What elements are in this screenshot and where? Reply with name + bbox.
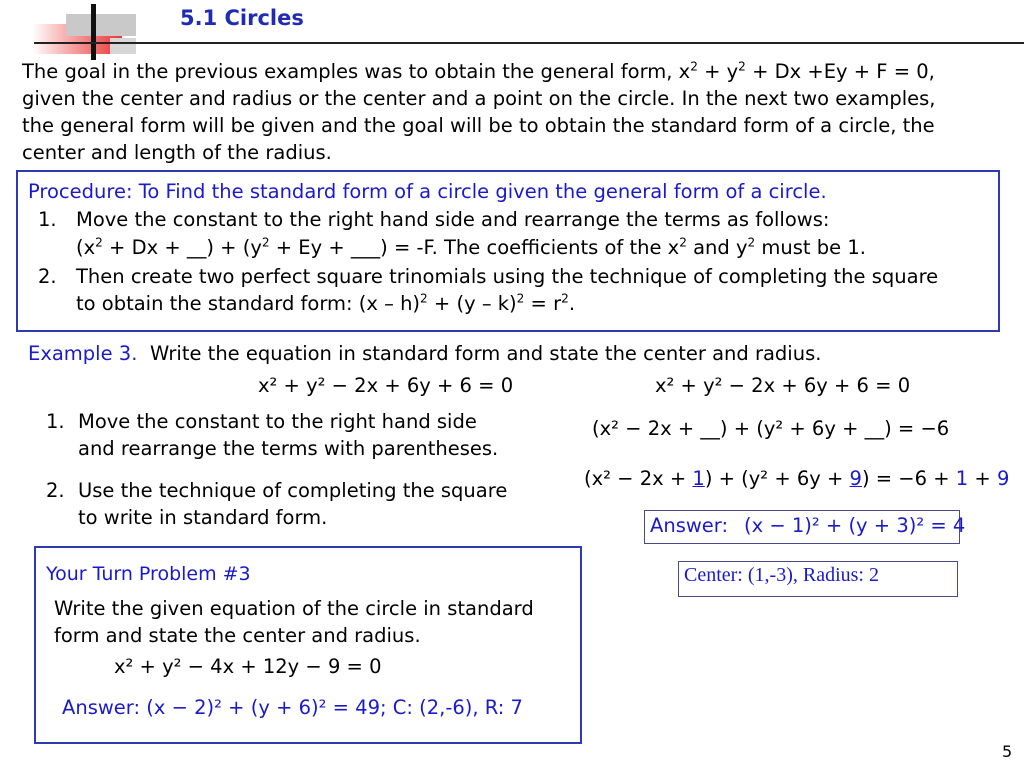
intro-line-2: given the center and radius or the center and a point on the circle. In the next two examples, xyxy=(22,87,936,110)
intro-line-1: The goal in the previous examples was to obtain the general form, $x^2 + y^2 + Dx +Ey + F = 0$, xyxy=(22,59,935,83)
example3-step1-line1: Move the constant to the right hand side xyxy=(78,410,477,433)
completed-square-y-term: 9 xyxy=(849,467,862,490)
your-turn-prompt-line2: form and state the center and radius. xyxy=(54,624,421,647)
example3-answer-label: Answer: xyxy=(650,514,729,537)
procedure-step2-line1: Then create two perfect square trinomials using the technique of completing the square xyxy=(76,265,939,288)
header-decoration-vertical-bar xyxy=(91,4,96,60)
your-turn-answer: Answer: (x − 2)² + (y + 6)² = 49; C: (2,-6), R: 7 xyxy=(62,696,523,719)
example3-step2-line2: to write in standard form. xyxy=(78,506,328,529)
example3-step2-line1: Use the technique of completing the square xyxy=(78,479,508,502)
header-rule xyxy=(34,42,1024,44)
example3-center-radius: Center: (1,-3), Radius: 2 xyxy=(684,564,879,586)
procedure-title: Procedure: To Find the standard form of a circle given the general form of a circle. xyxy=(28,180,827,203)
your-turn-equation: x² + y² − 4x + 12y − 9 = 0 xyxy=(114,655,382,678)
procedure-step1-line2: ($x^2 + Dx$ + __) + ($y^2 + Ey$ + ___) = -F. The coefficients of the $x^2$ and $y^2$ must be 1. xyxy=(76,235,866,259)
procedure-step1-number: 1. xyxy=(38,208,57,231)
example3-work-step1: (x² − 2x + __) + (y² + 6y + __) = −6 xyxy=(592,417,950,440)
example3-step1-number: 1. xyxy=(46,410,65,433)
intro-paragraph xyxy=(22,58,936,166)
intro-line-3: the general form will be given and the goal will be to obtain the standard form of a circle, the xyxy=(22,114,935,137)
example3-step2-number: 2. xyxy=(46,479,65,502)
example3-answer-equation: (x − 1)² + (y + 3)² = 4 xyxy=(744,514,966,537)
example3-prompt: Write the equation in standard form and state the center and radius. xyxy=(150,342,822,365)
example3-label: Example 3. xyxy=(28,342,138,365)
procedure-step2-line2: to obtain the standard form: $(x - h)^2 + (y - k)^2 = r^2$. xyxy=(76,291,576,315)
procedure-step2-number: 2. xyxy=(38,265,57,288)
slide-title: 5.1 Circles xyxy=(180,6,304,30)
header-decoration-grey-block xyxy=(66,14,136,36)
procedure-step1-line1: Move the constant to the right hand side and rearrange the terms as follows: xyxy=(76,208,830,231)
page-number: 5 xyxy=(1002,742,1013,761)
completed-square-x-term: 1 xyxy=(692,467,705,490)
example3-equation-right: x² + y² − 2x + 6y + 6 = 0 xyxy=(655,374,911,397)
header-decoration-grey-small xyxy=(110,38,136,54)
intro-line-4: center and length of the radius. xyxy=(22,141,332,164)
example3-work-step2: (x² − 2x + 1) + (y² + 6y + 9) = −6 + 1 + 9 xyxy=(584,467,1010,490)
example3-step1-line2: and rearrange the terms with parentheses. xyxy=(78,437,499,460)
your-turn-title: Your Turn Problem #3 xyxy=(46,563,251,585)
example3-equation-left: x² + y² − 2x + 6y + 6 = 0 xyxy=(258,374,514,397)
your-turn-prompt-line1: Write the given equation of the circle in standard xyxy=(54,597,534,620)
